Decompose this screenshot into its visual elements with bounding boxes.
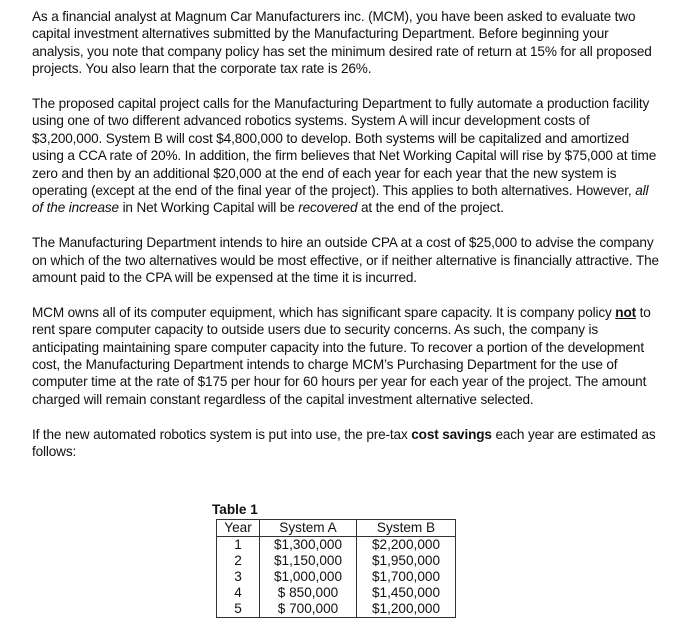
emphasis-cost-savings: cost savings: [411, 426, 492, 442]
cell-system-a: $1,300,000: [260, 537, 357, 554]
paragraph-capital-project: [32, 95, 662, 217]
cell-year: 1: [217, 537, 260, 554]
cell-system-b: $1,200,000: [357, 601, 456, 618]
cell-system-b: $1,450,000: [357, 585, 456, 601]
emphasis-recovered: recovered: [298, 200, 358, 216]
paragraph-cost-savings-text-2: each year are estimated as follows:: [32, 426, 656, 460]
cell-system-a: $1,000,000: [260, 569, 357, 585]
table-row: [217, 601, 456, 618]
paragraph-computer-equipment: [32, 304, 662, 408]
paragraph-intro: [32, 8, 662, 78]
table-caption: Table 1: [212, 502, 258, 517]
paragraph-capital-project-text-3: at the end of the project.: [361, 200, 504, 216]
paragraph-intro-text: As a financial analyst at Magnum Car Manufacturers inc. (MCM), you have been asked to evaluate two capital investment alternatives submitted by the Manufacturing Department. Before beginning your analysis, you note that company policy has set the minimum desired rate of return at 15% for all proposed projects. You also learn that the corporate tax rate is 26%.: [32, 9, 652, 77]
cell-year: 2: [217, 553, 260, 569]
cell-year: 5: [217, 601, 260, 618]
document-body: [32, 8, 662, 478]
cell-system-a: $1,150,000: [260, 553, 357, 569]
paragraph-cost-savings-text: If the new automated robotics system is put into use, the pre-tax: [32, 426, 408, 442]
paragraph-computer-equipment-text: MCM owns all of its computer equipment, which has significant spare capacity. It is company policy: [32, 304, 612, 320]
emphasis-not: not: [615, 304, 636, 320]
paragraph-computer-equipment-text-2: to rent spare computer capacity to outside users due to security concerns. As such, the company is anticipating maintaining spare computer capacity into the future. To recover a portion of the development cost, the Manufacturing Department intends to charge MCM’s Purchasing Department for the use of computer time at the rate of $175 per hour for 60 hours per year for each year of the project. The amount charged will remain constant regardless of the capital investment alternative selected.: [32, 304, 651, 407]
cell-system-a: $ 700,000: [260, 601, 357, 618]
table-row: [217, 585, 456, 601]
emphasis-all-increase: all of the increase: [32, 183, 649, 216]
paragraph-capital-project-text-2: in Net Working Capital will be: [122, 200, 295, 216]
header-year: Year: [217, 520, 260, 537]
paragraph-cpa: [32, 234, 662, 286]
cell-system-a: $ 850,000: [260, 585, 357, 601]
table-row: [217, 537, 456, 554]
paragraph-capital-project-text: The proposed capital project calls for the Manufacturing Department to fully automate a production facility using one of two different advanced robotics systems. System A will incur development costs of $3,200,000. System B will cost $4,800,000 to develop. Both systems will be capitalized and amortized using a CCA rate of 20%. In addition, the firm believes that Net Working Capital will rise by $75,000 at time zero and then by an additional $20,000 at the end of each year for each year that the new system is operating (except at the end of the final year of the project). This applies to both alternatives. However,: [32, 96, 657, 199]
cost-savings-table: [216, 519, 456, 618]
paragraph-cpa-text: The Manufacturing Department intends to hire an outside CPA at a cost of $25,000 to advise the company on which of the two alternatives would be most effective, or if neither alternative is financially attractive. The amount paid to the CPA will be expensed at the time it is incurred.: [32, 235, 659, 286]
header-system-b: System B: [357, 520, 456, 537]
cell-system-b: $1,950,000: [357, 553, 456, 569]
table-header-row: [217, 520, 456, 537]
paragraph-cost-savings: [32, 426, 662, 461]
table-row: [217, 569, 456, 585]
cell-system-b: $1,700,000: [357, 569, 456, 585]
header-system-a: System A: [260, 520, 357, 537]
cell-year: 4: [217, 585, 260, 601]
cell-system-b: $2,200,000: [357, 537, 456, 554]
table-row: [217, 553, 456, 569]
cell-year: 3: [217, 569, 260, 585]
